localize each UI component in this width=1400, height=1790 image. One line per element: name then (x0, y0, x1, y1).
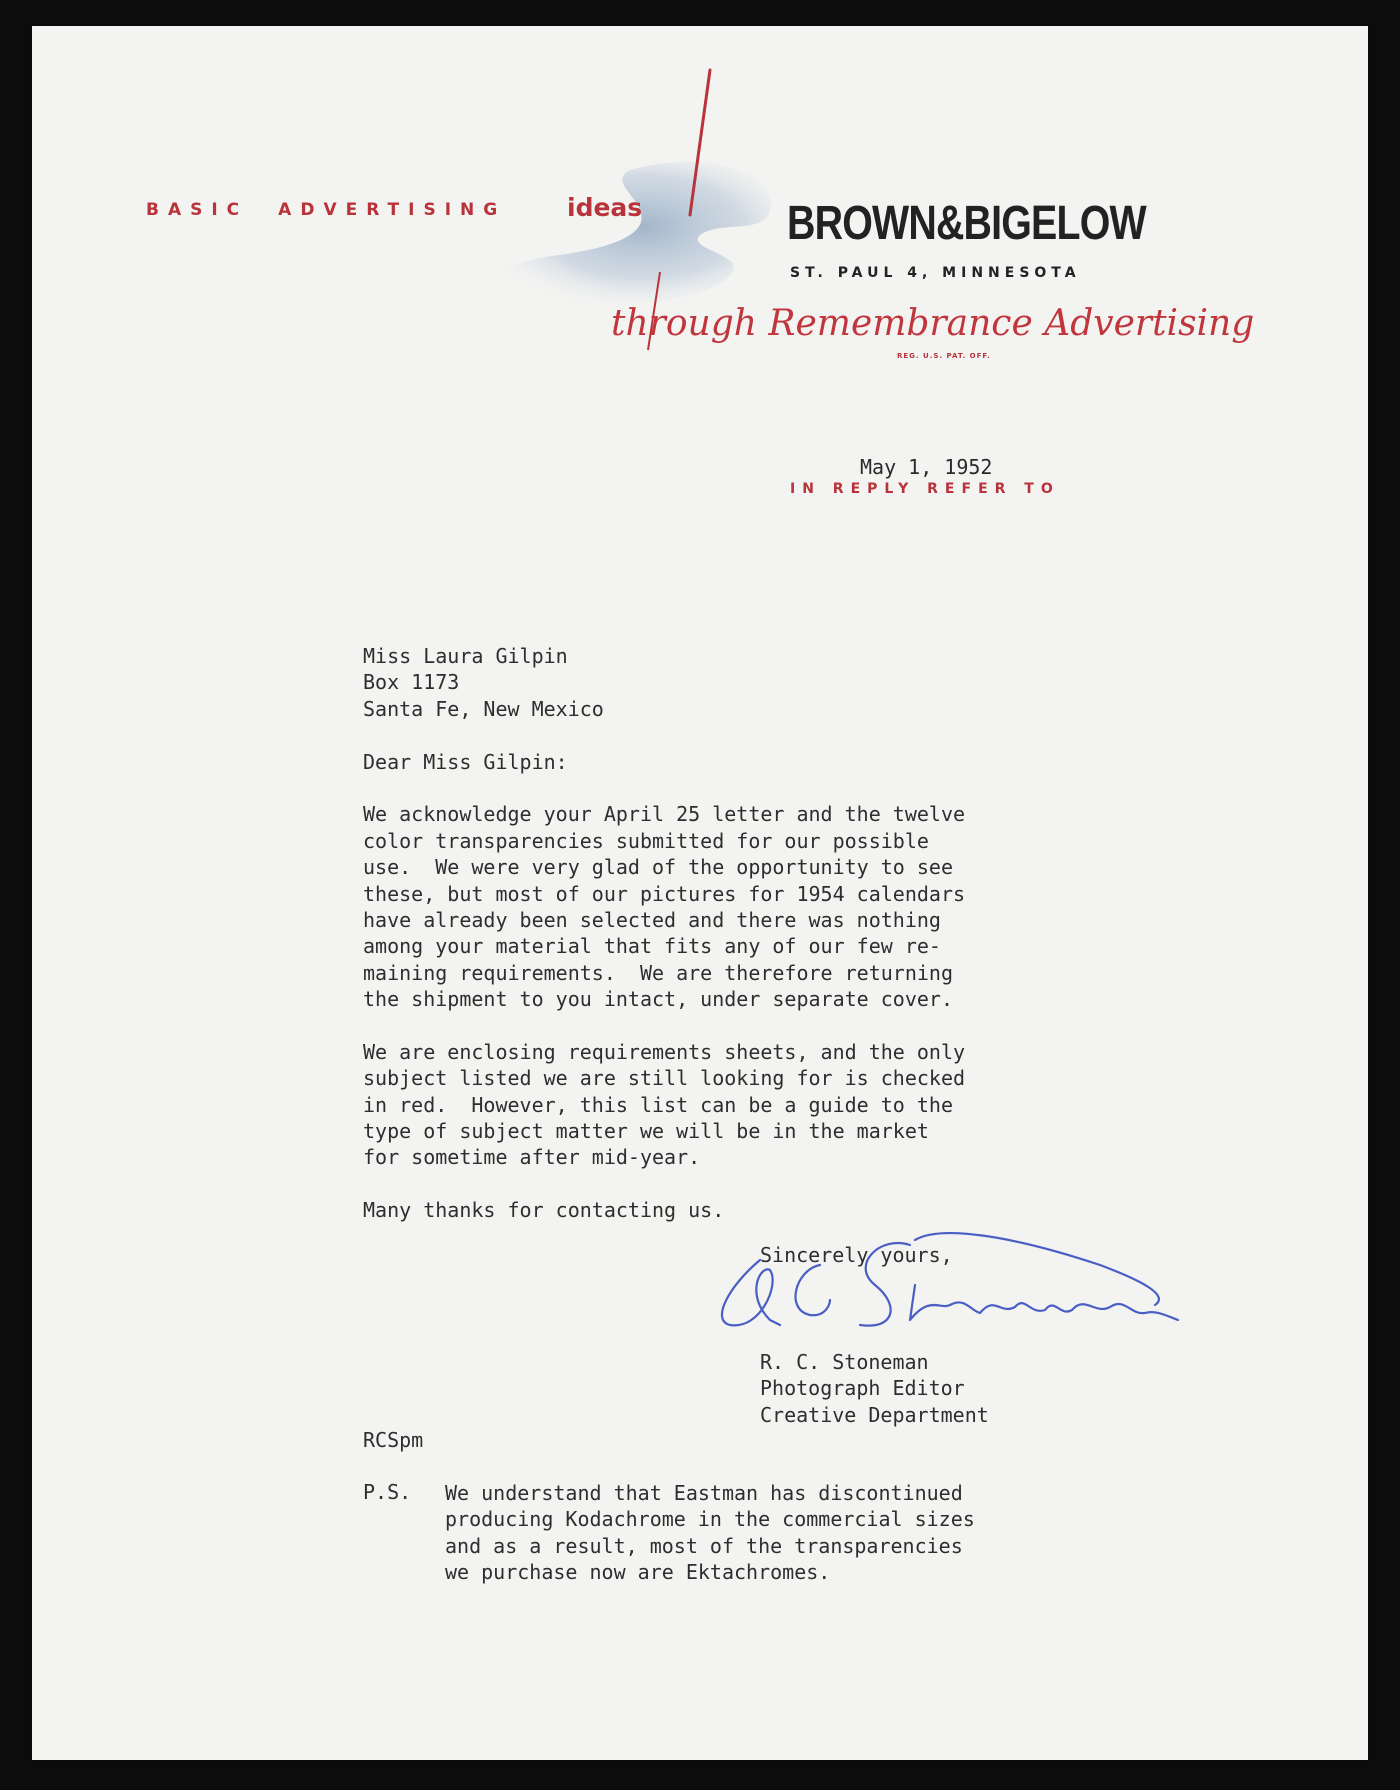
paragraph-line: these, but most of our pictures for 1954 calendars (363, 881, 966, 906)
address-line: Miss Laura Gilpin (363, 644, 568, 668)
registered-mark: REG. U.S. PAT. OFF. (897, 352, 991, 360)
address-line: Santa Fe, New Mexico (363, 696, 604, 721)
paragraph-line: have already been selected and there was nothing (363, 907, 941, 932)
signer-title: Photograph Editor (760, 1376, 965, 1401)
paragraph-line: We acknowledge your April 25 letter and the twelve (363, 802, 966, 827)
reply-refer-label: IN REPLY REFER TO (790, 481, 1060, 497)
letterhead-ideas: ideas (567, 193, 643, 222)
signer-department: Creative Department (760, 1402, 989, 1427)
letterhead-tagline: through Remembrance Advertising (611, 303, 1255, 344)
paragraph-line: the shipment to you intact, under separate cover. (363, 987, 954, 1012)
ps-line: and as a result, most of the transparencies (445, 1533, 963, 1558)
company-name: BROWN&BIGELOW (787, 197, 1146, 250)
paragraph-line: in red. However, this list can be a guide to the (363, 1092, 954, 1117)
letter-date: May 1, 1952 (860, 455, 993, 479)
signer-block (760, 1349, 989, 1428)
ps-line: We understand that Eastman has discontinued (445, 1481, 963, 1505)
letterhead-word: ADVERTISING (278, 200, 507, 220)
paragraph-line: type of subject matter we will be in the market (363, 1119, 929, 1144)
paragraph-line: among your material that fits any of our few re- (363, 934, 941, 959)
handwritten-signature (700, 1225, 1180, 1355)
closing: Sincerely yours, (760, 1243, 953, 1267)
paragraph-line: Many thanks for contacting us. (363, 1198, 725, 1223)
letterhead-basic-advertising (146, 200, 536, 220)
paragraph-line: for sometime after mid-year. (363, 1145, 701, 1170)
salutation: Dear Miss Gilpin: (363, 749, 568, 774)
signer-name: R. C. Stoneman (760, 1350, 929, 1374)
ps-text (445, 1480, 975, 1586)
letterhead-word: BASIC (146, 200, 249, 220)
company-city: ST. PAUL 4, MINNESOTA (790, 265, 1081, 281)
paragraph-line: maining requirements. We are therefore returning (363, 960, 954, 985)
reference-initials: RCSpm (363, 1428, 424, 1452)
paragraph-line: use. We were very glad of the opportunity to see (363, 855, 954, 880)
letter-body (363, 643, 1063, 1224)
address-line: Box 1173 (363, 670, 460, 695)
paragraph-line: subject listed we are still looking for is checked (363, 1066, 966, 1091)
ps-line: we purchase now are Ektachromes. (445, 1560, 831, 1585)
paragraph-line: color transparencies submitted for our possible (363, 828, 929, 853)
ps-line: producing Kodachrome in the commercial sizes (445, 1507, 975, 1532)
ps-label: P.S. (363, 1480, 412, 1504)
palette-shape (485, 162, 770, 305)
paragraph-line: We are enclosing requirements sheets, and the only (363, 1039, 966, 1064)
